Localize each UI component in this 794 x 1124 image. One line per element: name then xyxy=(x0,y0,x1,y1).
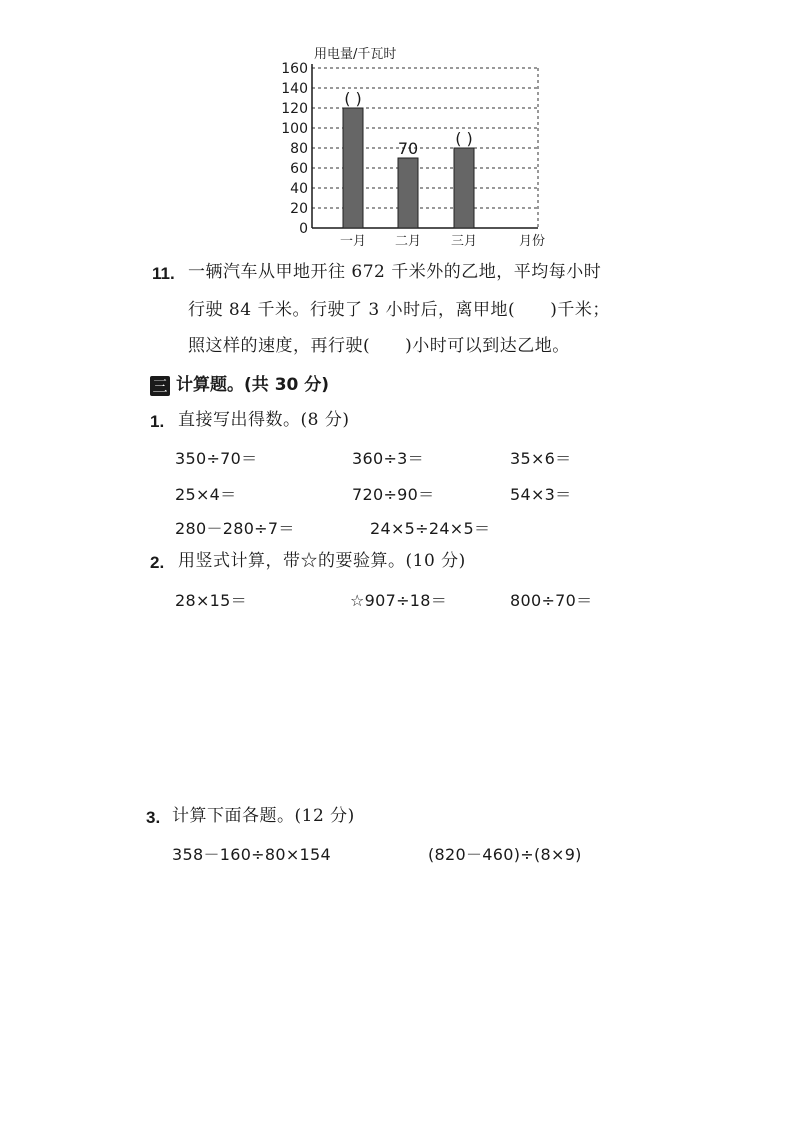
q1-item: 24×5÷24×5＝ xyxy=(370,519,491,538)
q1-item: 35×6＝ xyxy=(510,449,572,468)
y-tick-label: 160 xyxy=(281,61,308,77)
q3-item: (820－460)÷(8×9) xyxy=(428,845,582,864)
q11-line1: 一辆汽车从甲地开往 672 千米外的乙地，平均每小时 xyxy=(188,262,602,282)
q1-item: 280－280÷7＝ xyxy=(175,519,295,538)
chart-svg xyxy=(260,40,580,255)
q2-title: 用竖式计算，带☆的要验算。(10 分) xyxy=(178,551,466,571)
q2-item: 28×15＝ xyxy=(175,591,247,610)
q2-item: 800÷70＝ xyxy=(510,591,593,610)
bar-data-label: ( ) xyxy=(344,89,362,108)
y-tick-label: 0 xyxy=(299,221,308,237)
q3-item: 358－160÷80×154 xyxy=(172,845,331,864)
y-tick-label: 60 xyxy=(290,161,308,177)
y-tick-label: 20 xyxy=(290,201,308,217)
q1-title: 直接写出得数。(8 分) xyxy=(178,410,350,430)
electricity-bar-chart xyxy=(260,40,580,255)
section-3-header xyxy=(150,370,329,396)
q1-number: 1. xyxy=(150,412,165,431)
q11-line3: 照这样的速度，再行驶( )小时可以到达乙地。 xyxy=(188,336,570,356)
bar xyxy=(343,108,363,228)
q2-number: 2. xyxy=(150,553,165,572)
q1-item: 54×3＝ xyxy=(510,485,572,504)
y-tick-label: 120 xyxy=(281,101,308,117)
bar xyxy=(398,158,418,228)
y-axis-label: 用电量/千瓦时 xyxy=(314,47,397,62)
y-tick-label: 100 xyxy=(281,121,308,137)
q1-item: 350÷70＝ xyxy=(175,449,258,468)
x-tick-label: 一月 xyxy=(339,234,367,249)
q11-number: 11. xyxy=(152,264,175,283)
q1-item: 360÷3＝ xyxy=(352,449,424,468)
q2-item: ☆907÷18＝ xyxy=(350,591,448,610)
x-tick-label: 二月 xyxy=(394,234,422,249)
q1-item: 720÷90＝ xyxy=(352,485,435,504)
q11-line2: 行驶 84 千米。行驶了 3 小时后，离甲地( )千米； xyxy=(188,300,610,320)
section-number-icon: 三 xyxy=(150,376,170,396)
q3-title: 计算下面各题。(12 分) xyxy=(172,806,355,826)
x-tick-label: 三月 xyxy=(450,234,478,249)
q3-number: 3. xyxy=(146,808,161,827)
x-axis-label: 月份 xyxy=(518,234,546,249)
bar-data-label: 70 xyxy=(397,139,419,158)
y-tick-label: 80 xyxy=(290,141,308,157)
y-tick-label: 140 xyxy=(281,81,308,97)
bar xyxy=(454,148,474,228)
bar-data-label: ( ) xyxy=(455,129,473,148)
section-3-title: 计算题。(共 30 分) xyxy=(176,375,330,395)
y-tick-label: 40 xyxy=(290,181,308,197)
q1-item: 25×4＝ xyxy=(175,485,237,504)
